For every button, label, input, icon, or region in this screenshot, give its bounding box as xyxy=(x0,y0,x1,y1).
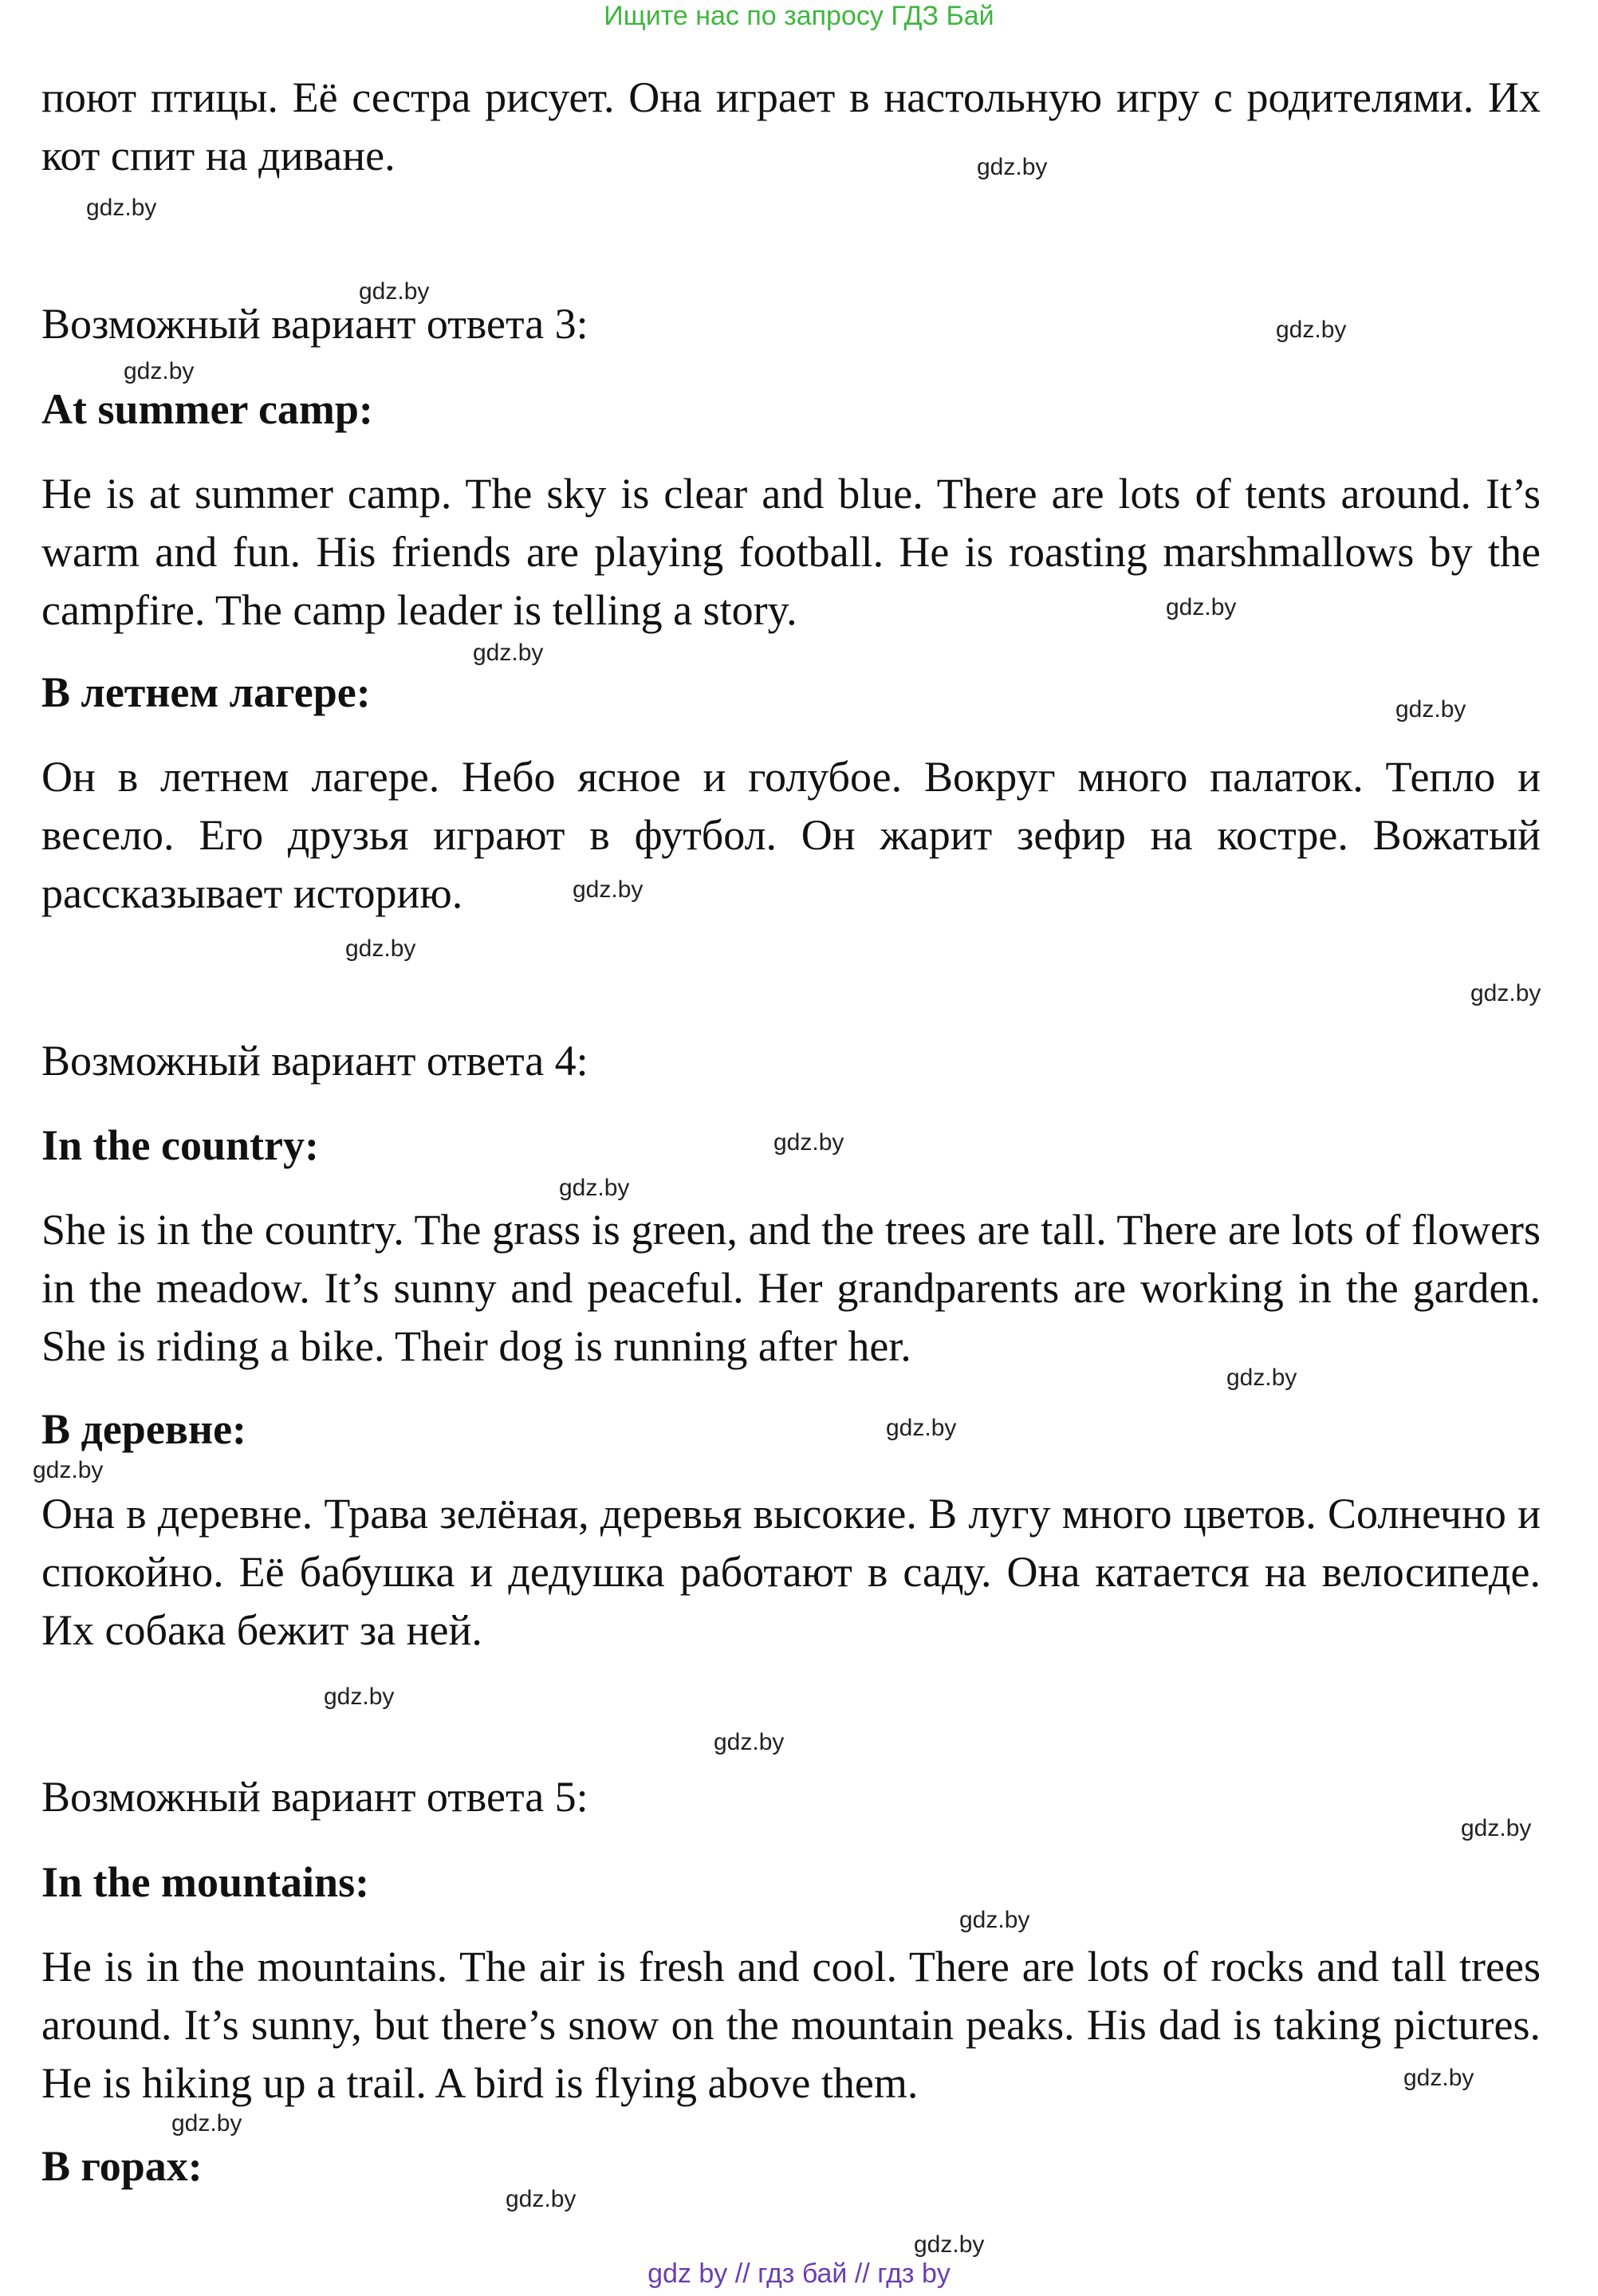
variant-5-label: Возможный вариант ответа 5: xyxy=(41,1773,588,1821)
heading-en-summer-camp: At summer camp: xyxy=(41,385,373,433)
watermark: gdz.by xyxy=(1461,1815,1532,1841)
intro-paragraph: поют птицы. Её сестра рисует. Она играет в настольную игру с родителями. Их кот спит на диване. xyxy=(41,73,1541,179)
paragraph-ru-country: Она в деревне. Трава зелёная, деревья высокие. В лугу много цветов. Солнечно и спокойно. Её бабушка и дедушка работают в саду. Она катается на велосипеде. Их собака бежит за ней. xyxy=(41,1490,1541,1654)
variant-4-label: Возможный вариант ответа 4: xyxy=(41,1037,588,1085)
paragraph-ru-summer-camp: Он в летнем лагере. Небо ясное и голубое. Вокруг много палаток. Тепло и весело. Его друзья играют в футбол. Он жарит зефир на костре. Вожатый рассказывает историю. xyxy=(41,753,1541,917)
search-banner[interactable]: Ищите нас по запросу ГДЗ Бай xyxy=(604,1,994,31)
watermark: gdz.by xyxy=(1276,317,1347,343)
heading-ru-country: В деревне: xyxy=(41,1405,247,1453)
watermark: gdz.by xyxy=(959,1907,1030,1933)
watermark: gdz.by xyxy=(171,2110,242,2137)
watermark: gdz.by xyxy=(1226,1365,1297,1391)
heading-en-country: In the country: xyxy=(41,1121,319,1169)
paragraph-en-summer-camp: He is at summer camp. The sky is clear and blue. There are lots of tents around. It’s warm and fun. His friends are playing football. He is roasting marshmallows by the campfire. The camp leader is telling a story. xyxy=(41,470,1541,634)
watermark: gdz.by xyxy=(345,935,416,962)
watermark: gdz.by xyxy=(1470,980,1541,1006)
watermark: gdz.by xyxy=(506,2186,577,2212)
heading-en-mountains: In the mountains: xyxy=(41,1858,370,1906)
watermark: gdz.by xyxy=(324,1684,395,1710)
watermark: gdz.by xyxy=(473,640,544,666)
watermark: gdz.by xyxy=(359,278,430,305)
watermark: gdz.by xyxy=(914,2231,985,2258)
heading-ru-summer-camp: В летнем лагере: xyxy=(41,668,371,716)
watermark: gdz.by xyxy=(1395,696,1466,723)
watermark: gdz.by xyxy=(86,195,157,221)
watermark: gdz.by xyxy=(886,1415,957,1441)
variant-3-label: Возможный вариант ответа 3: xyxy=(41,300,588,348)
heading-ru-mountains: В горах: xyxy=(41,2142,203,2190)
watermark: gdz.by xyxy=(773,1129,844,1156)
watermark: gdz.by xyxy=(977,154,1048,180)
watermark: gdz.by xyxy=(33,1457,104,1483)
paragraph-en-country: She is in the country. The grass is green, and the trees are tall. There are lots of flowers in the meadow. It’s sunny and peaceful. Her grandparents are working in the garden. She is riding a bike. Their dog is running after her. xyxy=(41,1206,1541,1370)
watermark: gdz.by xyxy=(559,1175,630,1201)
watermark: gdz.by xyxy=(124,358,195,384)
watermark: gdz.by xyxy=(714,1729,785,1755)
watermark: gdz.by xyxy=(573,876,644,903)
watermark: gdz.by xyxy=(1166,594,1237,620)
watermark: gdz.by xyxy=(1403,2065,1474,2091)
footer-links[interactable]: gdz by // гдз бай // гдз by xyxy=(647,2259,951,2289)
paragraph-en-mountains: He is in the mountains. The air is fresh and cool. There are lots of rocks and tall trees around. It’s sunny, but there’s snow on the mountain peaks. His dad is taking pictures. He is hiking up a trail. A bird is flying above them. xyxy=(41,1943,1541,2107)
